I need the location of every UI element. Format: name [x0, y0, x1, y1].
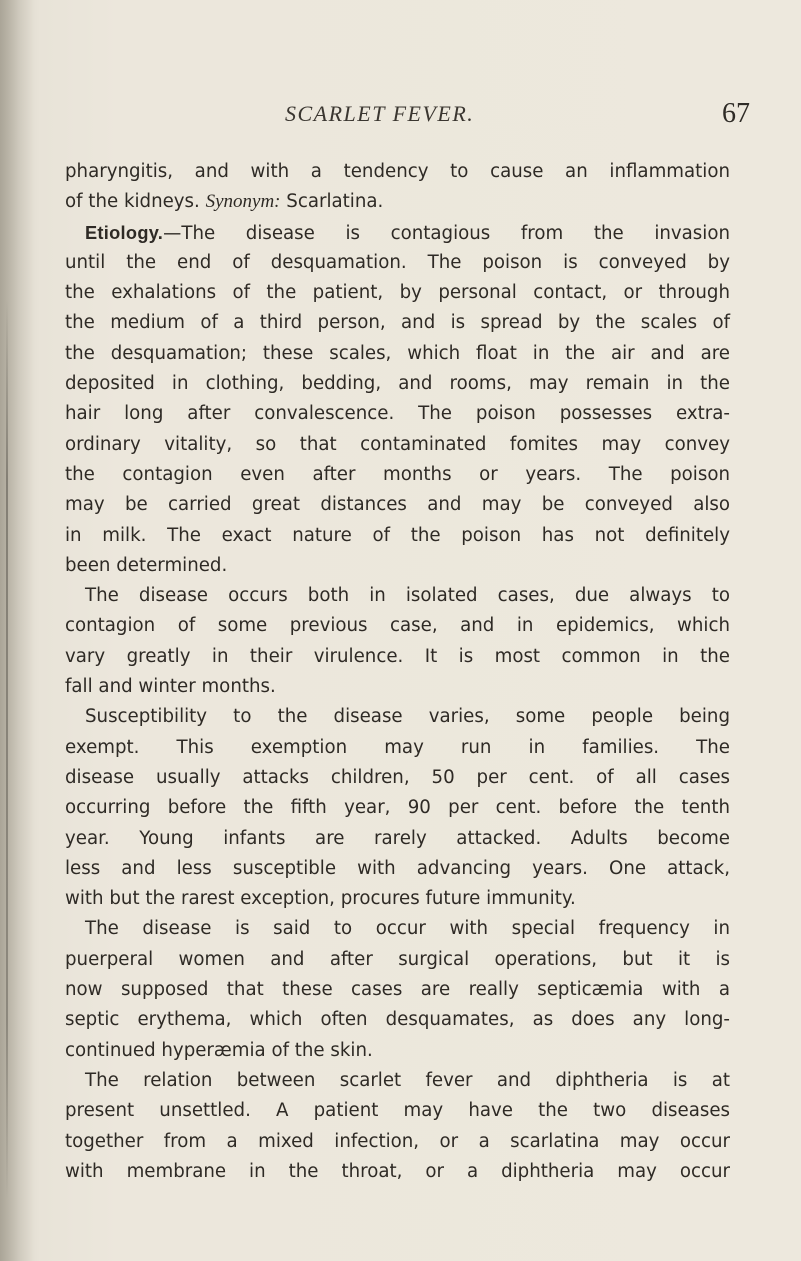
- text-line: [65, 218, 730, 248]
- binding-gutter-edge: [6, 300, 8, 1200]
- text-line: exempt. This exemption may run in families. The: [65, 736, 730, 758]
- text-line: fall and winter months.: [65, 676, 276, 698]
- text-run: Scarlatina.: [280, 191, 384, 213]
- text-line: disease usually attacks children, 50 per cent. of all cases: [65, 766, 730, 788]
- italic-term: Synonym:: [205, 191, 281, 213]
- text-line: [65, 187, 730, 217]
- text-line: present unsettled. A patient may have the two diseases: [65, 1100, 730, 1122]
- page-number: 67: [722, 98, 750, 129]
- text-run: —The disease is contagious from the invasion: [163, 222, 730, 244]
- text-line: until the end of desquamation. The poison is conveyed by: [65, 251, 730, 273]
- text-line: less and less susceptible with advancing years. One attack,: [65, 857, 730, 879]
- text-line: Susceptibility to the disease varies, some people being: [85, 706, 730, 728]
- section-heading: Etiology.: [85, 222, 164, 243]
- text-line: continued hyperæmia of the skin.: [65, 1039, 373, 1061]
- text-line: the exhalations of the patient, by personal contact, or through: [65, 282, 730, 304]
- text-line: been determined.: [65, 554, 228, 576]
- text-line: deposited in clothing, bedding, and rooms, may remain in the: [65, 373, 730, 395]
- text-line: may be carried great distances and may be conveyed also: [65, 494, 730, 516]
- text-line: ordinary vitality, so that contaminated fomites may convey: [65, 433, 730, 455]
- text-line: puerperal women and after surgical operations, but it is: [65, 948, 730, 970]
- text-line: hair long after convalescence. The poison possesses extra-: [65, 403, 730, 425]
- running-title: SCARLET FEVER.: [285, 101, 475, 126]
- body-text: [65, 157, 730, 1187]
- text-line: The disease occurs both in isolated cases, due always to: [85, 585, 730, 607]
- text-line: pharyngitis, and with a tendency to cause an inflammation: [65, 161, 730, 182]
- running-head: [60, 98, 750, 135]
- text-run: of the kidneys.: [65, 191, 206, 213]
- text-line: with but the rarest exception, procures future immunity.: [65, 888, 576, 910]
- text-line: year. Young infants are rarely attacked. Adults become: [65, 827, 730, 849]
- text-line: septic erythema, which often desquamates, as does any long-: [65, 1009, 730, 1031]
- text-line: the contagion even after months or years. The poison: [65, 463, 730, 485]
- text-line: together from a mixed infection, or a scarlatina may occur: [65, 1130, 730, 1152]
- text-line: The disease is said to occur with special frequency in: [85, 918, 730, 940]
- text-line: contagion of some previous case, and in epidemics, which: [65, 615, 730, 637]
- text-line: The relation between scarlet fever and diphtheria is at: [85, 1069, 730, 1091]
- text-line: now supposed that these cases are really septicæmia with a: [65, 979, 730, 1001]
- text-line: the desquamation; these scales, which float in the air and are: [65, 342, 730, 364]
- text-line: in milk. The exact nature of the poison has not definitely: [65, 524, 730, 546]
- text-line: occurring before the fifth year, 90 per cent. before the tenth: [65, 797, 730, 819]
- text-line: the medium of a third person, and is spread by the scales of: [65, 312, 730, 334]
- text-line: with membrane in the throat, or a diphtheria may occur: [65, 1160, 730, 1182]
- text-line: vary greatly in their virulence. It is most common in the: [65, 645, 730, 667]
